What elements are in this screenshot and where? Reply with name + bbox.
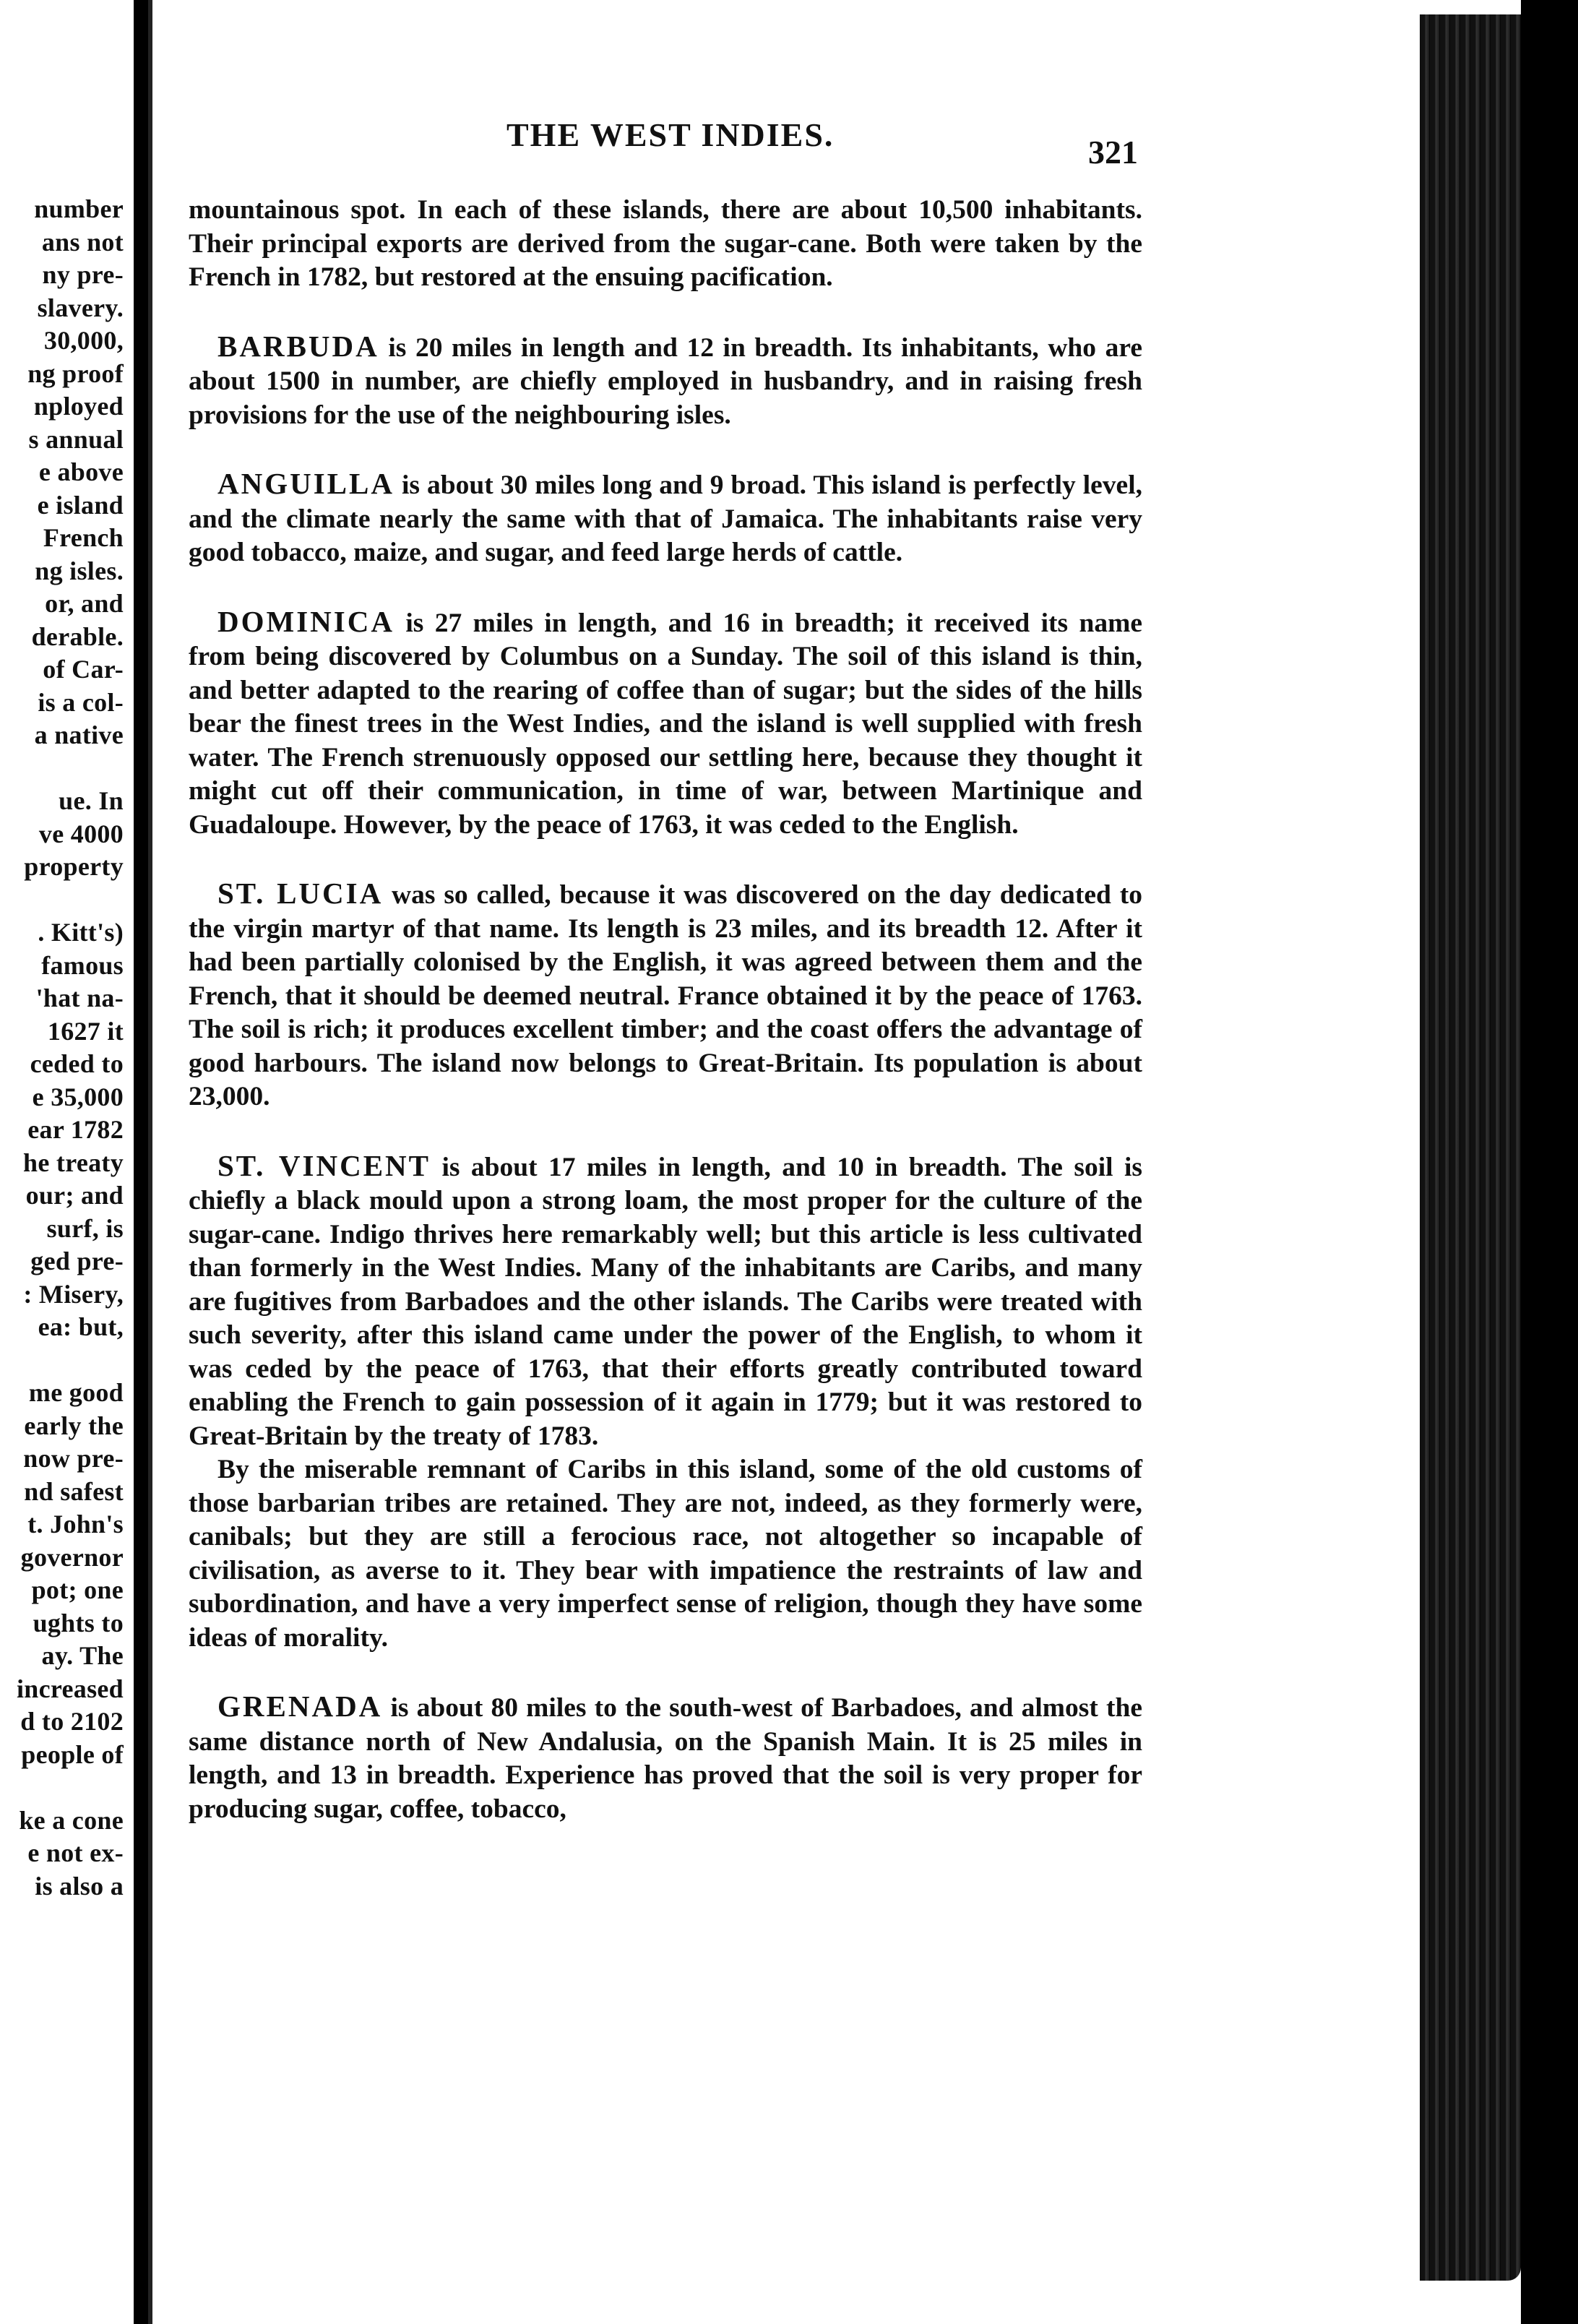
left-page-fragment: people of	[21, 1739, 124, 1769]
left-page-fragment: French	[43, 523, 124, 552]
left-page-fragment: pot; one	[31, 1575, 124, 1604]
left-page-fragment: t. John's	[27, 1510, 124, 1538]
left-page-fragment: ue. In	[59, 786, 124, 815]
left-page-fragment: 'hat na-	[35, 984, 124, 1012]
left-page-fragment: or, and	[45, 589, 124, 618]
left-page-fragment: is also a	[35, 1871, 124, 1901]
paragraph-anguilla	[189, 467, 1142, 570]
background-edge	[1521, 0, 1578, 2324]
paragraph-barbuda	[189, 330, 1142, 433]
left-page-fragment: early the	[24, 1411, 124, 1440]
left-page-fragment: ny pre-	[42, 260, 124, 289]
page-edges	[1369, 0, 1578, 2324]
left-page-fragment: property	[24, 852, 124, 881]
left-page-fragment: a native	[34, 720, 124, 749]
body-text	[189, 194, 1142, 1826]
left-page-fragment: ear 1782	[27, 1115, 124, 1144]
left-page-fragment: nd safest	[24, 1476, 124, 1506]
paragraph-caribs	[189, 1453, 1142, 1655]
left-page-fragment: ughts to	[33, 1608, 124, 1637]
paragraph-text: is 20 miles in length and 12 in breadth. Its inhabitants, who are about 1500 in number, are chiefly employed in husbandry, and in raising fresh provisions for the use of the neighbouring isles.	[189, 332, 1142, 430]
paragraph-lead: BARBUDA	[217, 329, 379, 363]
paragraph-lead: GRENADA	[217, 1690, 383, 1723]
paragraph-text: By the miserable remnant of Caribs in this island, some of the old customs of those barbarian tribes are retained. They are not, indeed, as they formerly were, canibals; but they are still a ferocious race, not altogether so incapable of civilisation, as averse to it. They bear with impatience the restraints of law and subordination, and have a very imperfect sense of religion, though they have some ideas of morality.	[189, 1455, 1142, 1653]
left-page-fragment: ve 4000	[38, 819, 124, 848]
left-page-fragment: derable.	[31, 621, 124, 651]
main-page	[148, 0, 1374, 2324]
page-number: 321	[1088, 134, 1138, 171]
left-page-fragment: e not ex-	[27, 1838, 124, 1867]
left-page-fragment: nployed	[33, 392, 124, 421]
left-page-fragment: ceded to	[30, 1049, 124, 1078]
left-page-fragment: ng proof	[27, 358, 124, 388]
left-page-fragment: . Kitt's)	[38, 918, 124, 947]
left-page-fragment: e above	[38, 457, 124, 486]
left-page-fragment: ans not	[41, 227, 124, 257]
paragraph-text: is about 17 miles in length, and 10 in breadth. The soil is chiefly a black mould upon a strong loam, the most proper for the culture of the sugar-cane. Indigo thrives here remarkably well; but this article is less cultivated than formerly in the West Indies. Many of the inhabitants are Caribs, and many are fugitives from Barbadoes and the other islands. The Caribs were treated with such severity, after this island came under the power of the English, to whom it was ceded by the peace of 1763, that their efforts greatly contributed toward enabling the French to gain possession of it again in 1779; but it was restored to Great-Britain by the treaty of 1783.	[189, 1152, 1142, 1451]
running-title: THE WEST INDIES.	[506, 116, 835, 153]
left-page-fragment: of Car-	[43, 655, 124, 684]
paragraph-st-vincent	[189, 1149, 1142, 1454]
paragraph-text: is about 30 miles long and 9 broad. This island is perfectly level, and the climate nearly the same with that of Jamaica. The inhabitants raise very good tobacco, maize, and sugar, and feed large herds of cattle.	[189, 470, 1142, 567]
left-page-fragment: me good	[28, 1378, 124, 1407]
left-page-fragment: : Misery,	[23, 1279, 124, 1309]
left-page-fragment: he treaty	[23, 1148, 124, 1177]
paragraph-lead: ST. VINCENT	[217, 1148, 431, 1182]
paragraph-lead: ANGUILLA	[217, 467, 394, 500]
left-page-fragment: e 35,000	[32, 1082, 124, 1111]
paragraph-lead: ST. LUCIA	[217, 877, 384, 910]
left-page-fragment: 30,000,	[43, 326, 124, 355]
left-page-fragment: is a col-	[38, 687, 124, 717]
left-page-fragment: slavery.	[37, 293, 124, 322]
left-page-fragment: number	[34, 194, 124, 223]
paragraph-text: mountainous spot. In each of these islands, there are about 10,500 inhabitants. Their principal exports are derived from the sugar-cane. Both were taken by the French in 1782, but restored at the ensuing pacification.	[189, 195, 1142, 292]
paragraph-dominica	[189, 605, 1142, 843]
paragraph-st-lucia	[189, 877, 1142, 1114]
paragraph-lead: DOMINICA	[217, 604, 394, 638]
paragraph-text: was so called, because it was discovered on the day dedicated to the virgin martyr of that name. Its length is 23 miles, and its breadth 12. After it had been partially colonised by the English, it was agreed between them and the French, that it should be deemed neutral. France obtained it by the peace of 1763. The soil is rich; it produces excellent timber; and the coast offers the advantage of good harbours. The island now belongs to Great-Britain. Its population is about 23,000.	[189, 880, 1142, 1111]
left-page-fragment: famous	[41, 950, 124, 980]
left-page-fragment: increased	[16, 1674, 124, 1703]
page-edge-stack	[1420, 14, 1521, 2281]
left-page-fragment: 1627 it	[47, 1016, 124, 1046]
left-page-fragment: now pre-	[23, 1444, 124, 1473]
left-page-fragment: d to 2102	[20, 1707, 124, 1736]
paragraph-continuation	[189, 194, 1142, 295]
left-page-fragment: ng isles.	[35, 556, 124, 585]
left-page-fragment: ged pre-	[30, 1247, 124, 1275]
left-page-fragment: ay. The	[41, 1641, 124, 1670]
paragraph-text: is 27 miles in length, and 16 in breadth; it received its name from being discovered by Columbus on a Sunday. The soil of this island is thin, and better adapted to the rearing of coffee than of sugar; but the sides of the hills bear the finest trees in the West Indies, and the island is well supplied with fresh water. The French strenuously opposed our settling here, because they thought it might cut off their communication, in time of war, between Martinique and Guadaloupe. However, by the peace of 1763, it was ceded to the English.	[189, 608, 1142, 840]
left-facing-page	[0, 0, 134, 2324]
paragraph-grenada	[189, 1690, 1142, 1826]
left-page-fragment: s annual	[28, 424, 124, 454]
left-page-fragment: governor	[20, 1542, 124, 1572]
paragraph-text: is about 80 miles to the south-west of Barbadoes, and almost the same distance north of New Andalusia, on the Spanish Main. It is 25 miles in length, and 13 in breadth. Experience has proved that the soil is very proper for producing sugar, coffee, tobacco,	[189, 1693, 1142, 1824]
left-page-fragment: ea: but,	[38, 1312, 124, 1341]
left-page-fragment: surf, is	[46, 1213, 124, 1243]
left-page-fragment: our; and	[25, 1181, 124, 1210]
left-page-fragment: e island	[37, 490, 124, 520]
left-page-fragment: ke a cone	[19, 1805, 124, 1835]
